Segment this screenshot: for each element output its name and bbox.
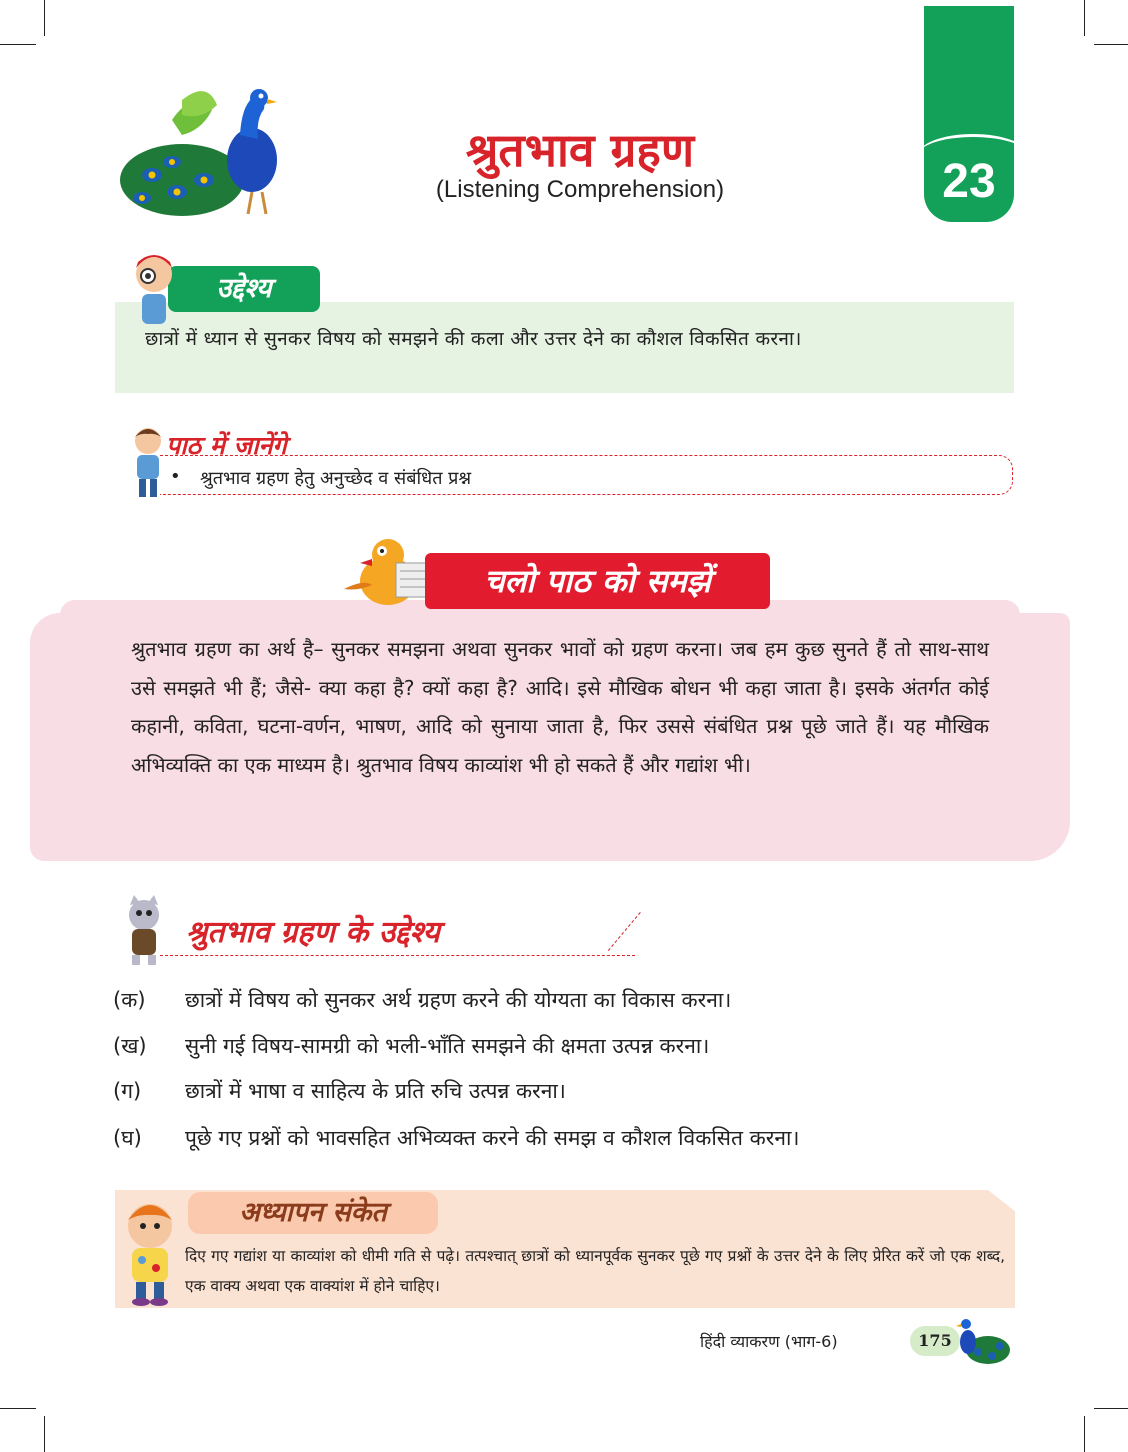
objectives-heading: श्रुतभाव ग्रहण के उद्देश्य bbox=[186, 915, 440, 950]
objective-text: छात्रों में ध्यान से सुनकर विषय को समझने की कला और उत्तर देने का कौशल विकसित करना। bbox=[145, 328, 802, 350]
bird-newspaper-illustration bbox=[336, 533, 436, 613]
crop-mark bbox=[1084, 0, 1085, 36]
cat-illustration bbox=[118, 895, 170, 967]
crop-mark bbox=[44, 0, 45, 36]
understand-banner: चलो पाठ को समझें bbox=[425, 553, 770, 609]
objectives-heading-slash bbox=[608, 912, 641, 951]
crop-mark bbox=[0, 1408, 36, 1409]
list-item bbox=[113, 986, 731, 1014]
crop-mark bbox=[1084, 1416, 1085, 1452]
chapter-tab bbox=[924, 6, 1014, 222]
footer-book-title: हिंदी व्याकरण (भाग-6) bbox=[700, 1332, 838, 1351]
crop-mark bbox=[1094, 1408, 1128, 1409]
chapter-title: श्रुतभाव ग्रहण bbox=[465, 123, 695, 177]
chapter-number: 23 bbox=[942, 155, 996, 208]
list-item-label: (ख) bbox=[113, 1034, 147, 1058]
teaching-label: अध्यापन संकेत bbox=[188, 1192, 438, 1234]
objective-label: उद्देश्य bbox=[168, 266, 320, 312]
teaching-text: दिए गए गद्यांश या काव्यांश को धीमी गति से पढ़े। तत्पश्चात् छात्रों को ध्यानपूर्वक सुनकर पूछे गए प्रश्नों के उत्तर देने के लिए प्रेरित करें जो एक शब्द, एक वाक्य अथवा एक वाक्यांश में होने चाहिए। bbox=[185, 1247, 1005, 1295]
list-item-label: (क) bbox=[113, 988, 146, 1012]
list-item bbox=[113, 1032, 709, 1060]
crop-mark bbox=[0, 44, 36, 45]
list-item-text: छात्रों में विषय को सुनकर अर्थ ग्रहण करने की योग्यता का विकास करना। bbox=[185, 988, 732, 1012]
boy-magnifier-illustration bbox=[128, 250, 180, 330]
list-item-text: छात्रों में भाषा व साहित्य के प्रति रुचि उत्पन्न करना। bbox=[185, 1079, 566, 1103]
learn-item: श्रुतभाव ग्रहण हेतु अनुच्छेद व संबंधित प्रश्न bbox=[200, 468, 472, 489]
page-number: 175 bbox=[910, 1326, 960, 1356]
list-item bbox=[113, 1124, 799, 1152]
list-item-text: पूछे गए प्रश्नों को भावसहित अभिव्यक्त करने की समझ व कौशल विकसित करना। bbox=[185, 1126, 800, 1150]
objectives-heading-underline bbox=[160, 955, 635, 956]
boy-teacher-illustration bbox=[116, 1196, 182, 1308]
learn-bullet: • bbox=[170, 466, 181, 487]
list-item-label: (ग) bbox=[113, 1079, 142, 1103]
chapter-subtitle: (Listening Comprehension) bbox=[435, 176, 725, 203]
peacock-illustration bbox=[112, 80, 312, 220]
list-item-label: (घ) bbox=[113, 1126, 142, 1150]
intro-paragraph: श्रुतभाव ग्रहण का अर्थ है– सुनकर समझना अथवा सुनकर भावों को ग्रहण करना। जब हम कुछ सुनते हैं तो साथ-साथ उसे समझते भी हैं; जैसे- क्या कहा है? क्यों कहा है? आदि। इसे मौखिक बोधन भी कहा जाता है। इसके अंतर्गत कोई कहानी, कविता, घटना-वर्णन, भाषण, आदि को सुनाया जाता है, फिर उससे संबंधित प्रश्न पूछे जाते हैं। यह मौखिक अभिव्यक्ति का एक माध्यम है। श्रुतभाव विषय काव्यांश भी हो सकते हैं और गद्यांश भी। bbox=[131, 637, 989, 777]
crop-mark bbox=[1094, 44, 1128, 45]
crop-mark bbox=[44, 1416, 45, 1452]
list-item bbox=[113, 1077, 566, 1105]
learn-heading: पाठ में जानेंगे bbox=[166, 431, 287, 460]
list-item-text: सुनी गई विषय-सामग्री को भली-भाँति समझने की क्षमता उत्पन्न करना। bbox=[185, 1034, 710, 1058]
peacock-small-illustration bbox=[952, 1312, 1012, 1368]
